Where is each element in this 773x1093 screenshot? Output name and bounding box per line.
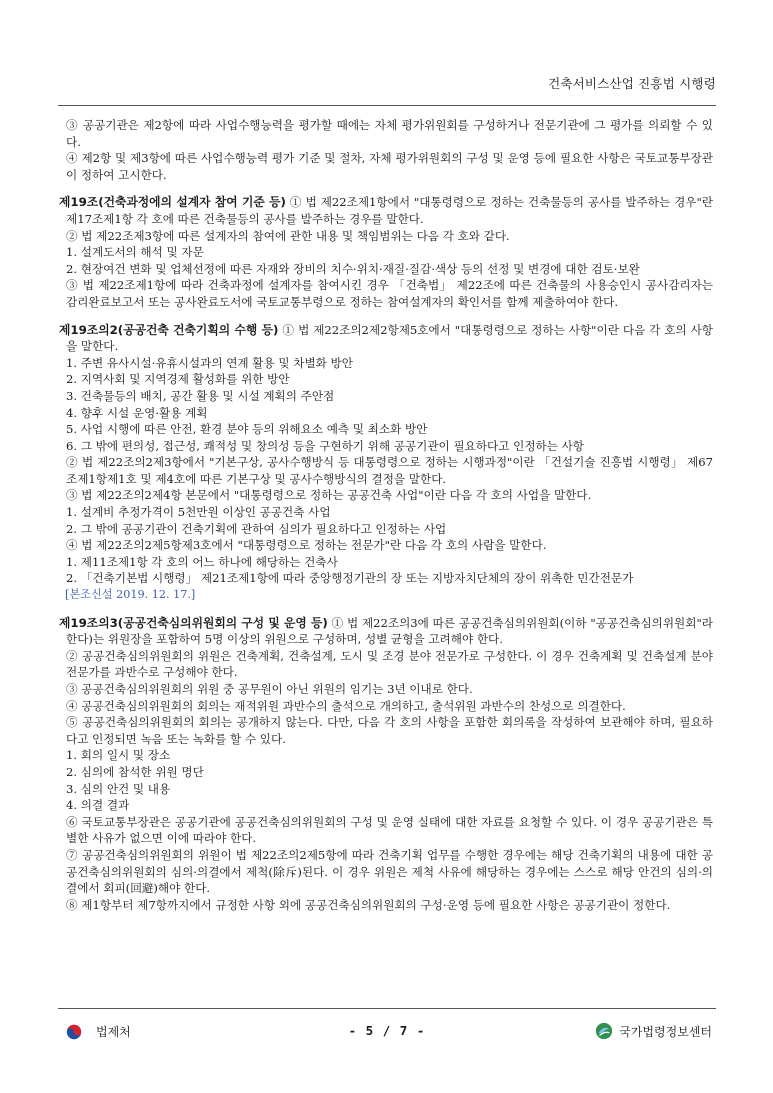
page-footer (58, 1008, 716, 1048)
list-item: 5. 사업 시행에 따른 안전, 환경 분야 등의 위해요소 예측 및 최소화 방안 (66, 422, 428, 437)
list-item: 1. 제11조제1항 각 호의 어느 하나에 해당하는 건축사 (66, 554, 338, 569)
list-item: 3. 건축물등의 배치, 공간 활용 및 시설 계획의 주안점 (66, 388, 335, 403)
article-lead (59, 194, 713, 227)
intro-block (66, 117, 713, 183)
article-19-2 (59, 322, 714, 604)
paragraph: ② 공공건축심의위원회의 위원은 건축계획, 건축설계, 도시 및 조경 분야 전문가로 구성한다. 이 경우 건축계획 및 건축설계 분야 전문가를 과반수로 구성해야 한다. (66, 648, 713, 680)
article-lead-text: ① 법 제22조의2제2항제5호에서 "대통령령으로 정하는 사항"이란 다음 각 호의 사항을 말한다. (66, 322, 714, 354)
paragraph: ⑤ 공공건축심의위원회의 회의는 공개하지 않는다. 다만, 다음 각 호의 사항을 포함한 회의록을 작성하여 보관해야 하며, 필요하다고 인정되면 녹음 또는 녹화를 할 수 있다. (66, 715, 713, 746)
paragraph: ② 법 제22조제3항에 따른 설계자의 참여에 관한 내용 및 책임범위는 다음 각 호와 같다. (66, 228, 510, 243)
paragraph: ③ 법 제22조제1항에 따라 건축과정에 설계자를 참여시킨 경우 「건축법」 제22조에 따른 건축물의 사용승인시 공사감리자는 감리완료보고서 또는 공사완료도서에 국토교통부령으로 정하는 참여설계자의 확인서를 함께 제출하여야 한다. (66, 278, 713, 309)
paragraph: ④ 공공건축심의위원회의 회의는 재적위원 과반수의 출석으로 개의하고, 출석위원 과반수의 찬성으로 의결한다. (66, 698, 626, 713)
list-item: 2. 지역사회 및 지역경제 활성화를 위한 방안 (66, 372, 290, 387)
article-lead (59, 615, 713, 648)
paragraph: ⑥ 국토교통부장관은 공공기관에 공공건축심의위원회의 구성 및 운영 실태에 대한 자료를 요청할 수 있다. 이 경우 공공기관은 특별한 사유가 없으면 이에 따라야 한다. (66, 814, 713, 846)
list-item: 1. 회의 일시 및 장소 (66, 748, 171, 763)
list-item: 1. 설계비 추정가격이 5천만원 이상인 공공건축 사업 (66, 505, 331, 520)
paragraph: ⑦ 공공건축심의위원회의 위원이 법 제22조의2제5항에 따라 건축기획 업무를 수행한 경우에는 해당 건축기획의 내용에 대한 공공건축심의위원회의 심의·의결에서 제척(除斥)된다. 이 경우 위원은 제척 사유에 해당하는 경우에는 스스로 해당 안건의 심의·의결에서 회피(回避)해야 한다. (66, 847, 713, 896)
list-item: 1. 설계도서의 해석 및 자문 (66, 245, 204, 260)
article-title: 제19조의3(공공건축심의위원회의 구성 및 운영 등) (59, 615, 328, 630)
list-item: 2. 「건축기본법 시행령」 제21조제1항에 따라 중앙행정기관의 장 또는 지방자치단체의 장이 위촉한 민간전문가 (66, 571, 634, 586)
article-lead-text: ① 법 제22조의3에 따른 공공건축심의위원회(이하 "공공건축심의위원회"라 한다)는 위원장을 포함하여 5명 이상의 위원으로 구성하며, 성별 균형을 고려해야 한다. (66, 615, 713, 647)
paragraph: ③ 공공건축심의위원회의 위원 중 공무원이 아닌 위원의 임기는 3년 이내로 한다. (66, 682, 473, 696)
footer-right (595, 1022, 712, 1040)
article-19-3 (59, 615, 713, 914)
article-title: 제19조(건축과정에의 설계자 참여 기준 등) (59, 195, 286, 210)
list-item: 2. 심의에 참석한 위원 명단 (66, 764, 204, 779)
list-item: 2. 현장여건 변화 및 업체선정에 따른 자재와 장비의 치수·위치·재질·질감·색상 등의 선정 및 변경에 대한 검토·보완 (66, 261, 640, 276)
page-header (58, 64, 716, 106)
document-title: 건축서비스산업 진흥법 시행령 (548, 76, 716, 91)
article-lead-text: ① 법 제22조제1항에서 "대통령령으로 정하는 건축물등의 공사를 발주하는 경우"란 제17조제1항 각 호에 따른 건축물등의 공사를 발주하는 경우를 말한다. (66, 195, 713, 226)
paragraph: ④ 법 제22조의2제5항제3호에서 "대통령령으로 정하는 전문가"란 다음 각 호의 사람을 말한다. (66, 538, 547, 553)
paragraph: ③ 법 제22조의2제4항 본문에서 "대통령령으로 정하는 공공건축 사업"이란 다음 각 호의 사업을 말한다. (66, 488, 592, 503)
paragraph: ⑧ 제1항부터 제7항까지에서 규정한 사항 외에 공공건축심의위원회의 구성·운영 등에 필요한 사항은 공공기관이 정한다. (66, 897, 671, 912)
article-lead (59, 322, 714, 355)
paragraph: ② 법 제22조의2제3항에서 "기본구상, 공사수행방식 등 대통령령으로 정하는 시행과정"이란 「건설기술 진흥법 시행령」 제67조제1항제1호 및 제4호에 따른 기본구상 및 공사수행방식의 결정을 말한다. (66, 455, 713, 486)
list-item: 4. 의결 결과 (66, 798, 130, 813)
document-body (59, 117, 714, 913)
amendment-note: [본조신설 2019. 12. 17.] (65, 588, 196, 602)
list-item: 4. 향후 시설 운영·활용 계획 (66, 405, 208, 420)
article-19 (59, 194, 713, 310)
list-item: 3. 심의 안건 및 내용 (66, 781, 171, 796)
article-title: 제19조의2(공공건축 건축기획의 수행 등) (59, 322, 279, 337)
paragraph: ③ 공공기관은 제2항에 따라 사업수행능력을 평가할 때에는 자체 평가위원회를 구성하거나 전문기관에 그 평가를 의뢰할 수 있다. (66, 118, 713, 149)
law-center-logo-icon (595, 1022, 613, 1040)
page-number: - 5 / 7 - (348, 1023, 426, 1038)
paragraph: ④ 제2항 및 제3항에 따른 사업수행능력 평가 기준 및 절차, 자체 평가위원회의 구성 및 운영 등에 필요한 사항은 국토교통부장관이 정하여 고시한다. (66, 151, 713, 182)
list-item: 1. 주변 유사시설·유휴시설과의 연계 활용 및 차별화 방안 (66, 355, 353, 370)
list-item: 2. 그 밖에 공공기관이 건축기획에 관하여 심의가 필요하다고 인정하는 사업 (66, 521, 447, 536)
footer-right-label: 국가법령정보센터 (619, 1024, 712, 1039)
footer-left-label: 법제처 (96, 1025, 131, 1039)
list-item: 6. 그 밖에 편의성, 접근성, 쾌적성 및 창의성 등을 구현하기 위해 공공기관이 필요하다고 인정하는 사항 (66, 438, 585, 453)
